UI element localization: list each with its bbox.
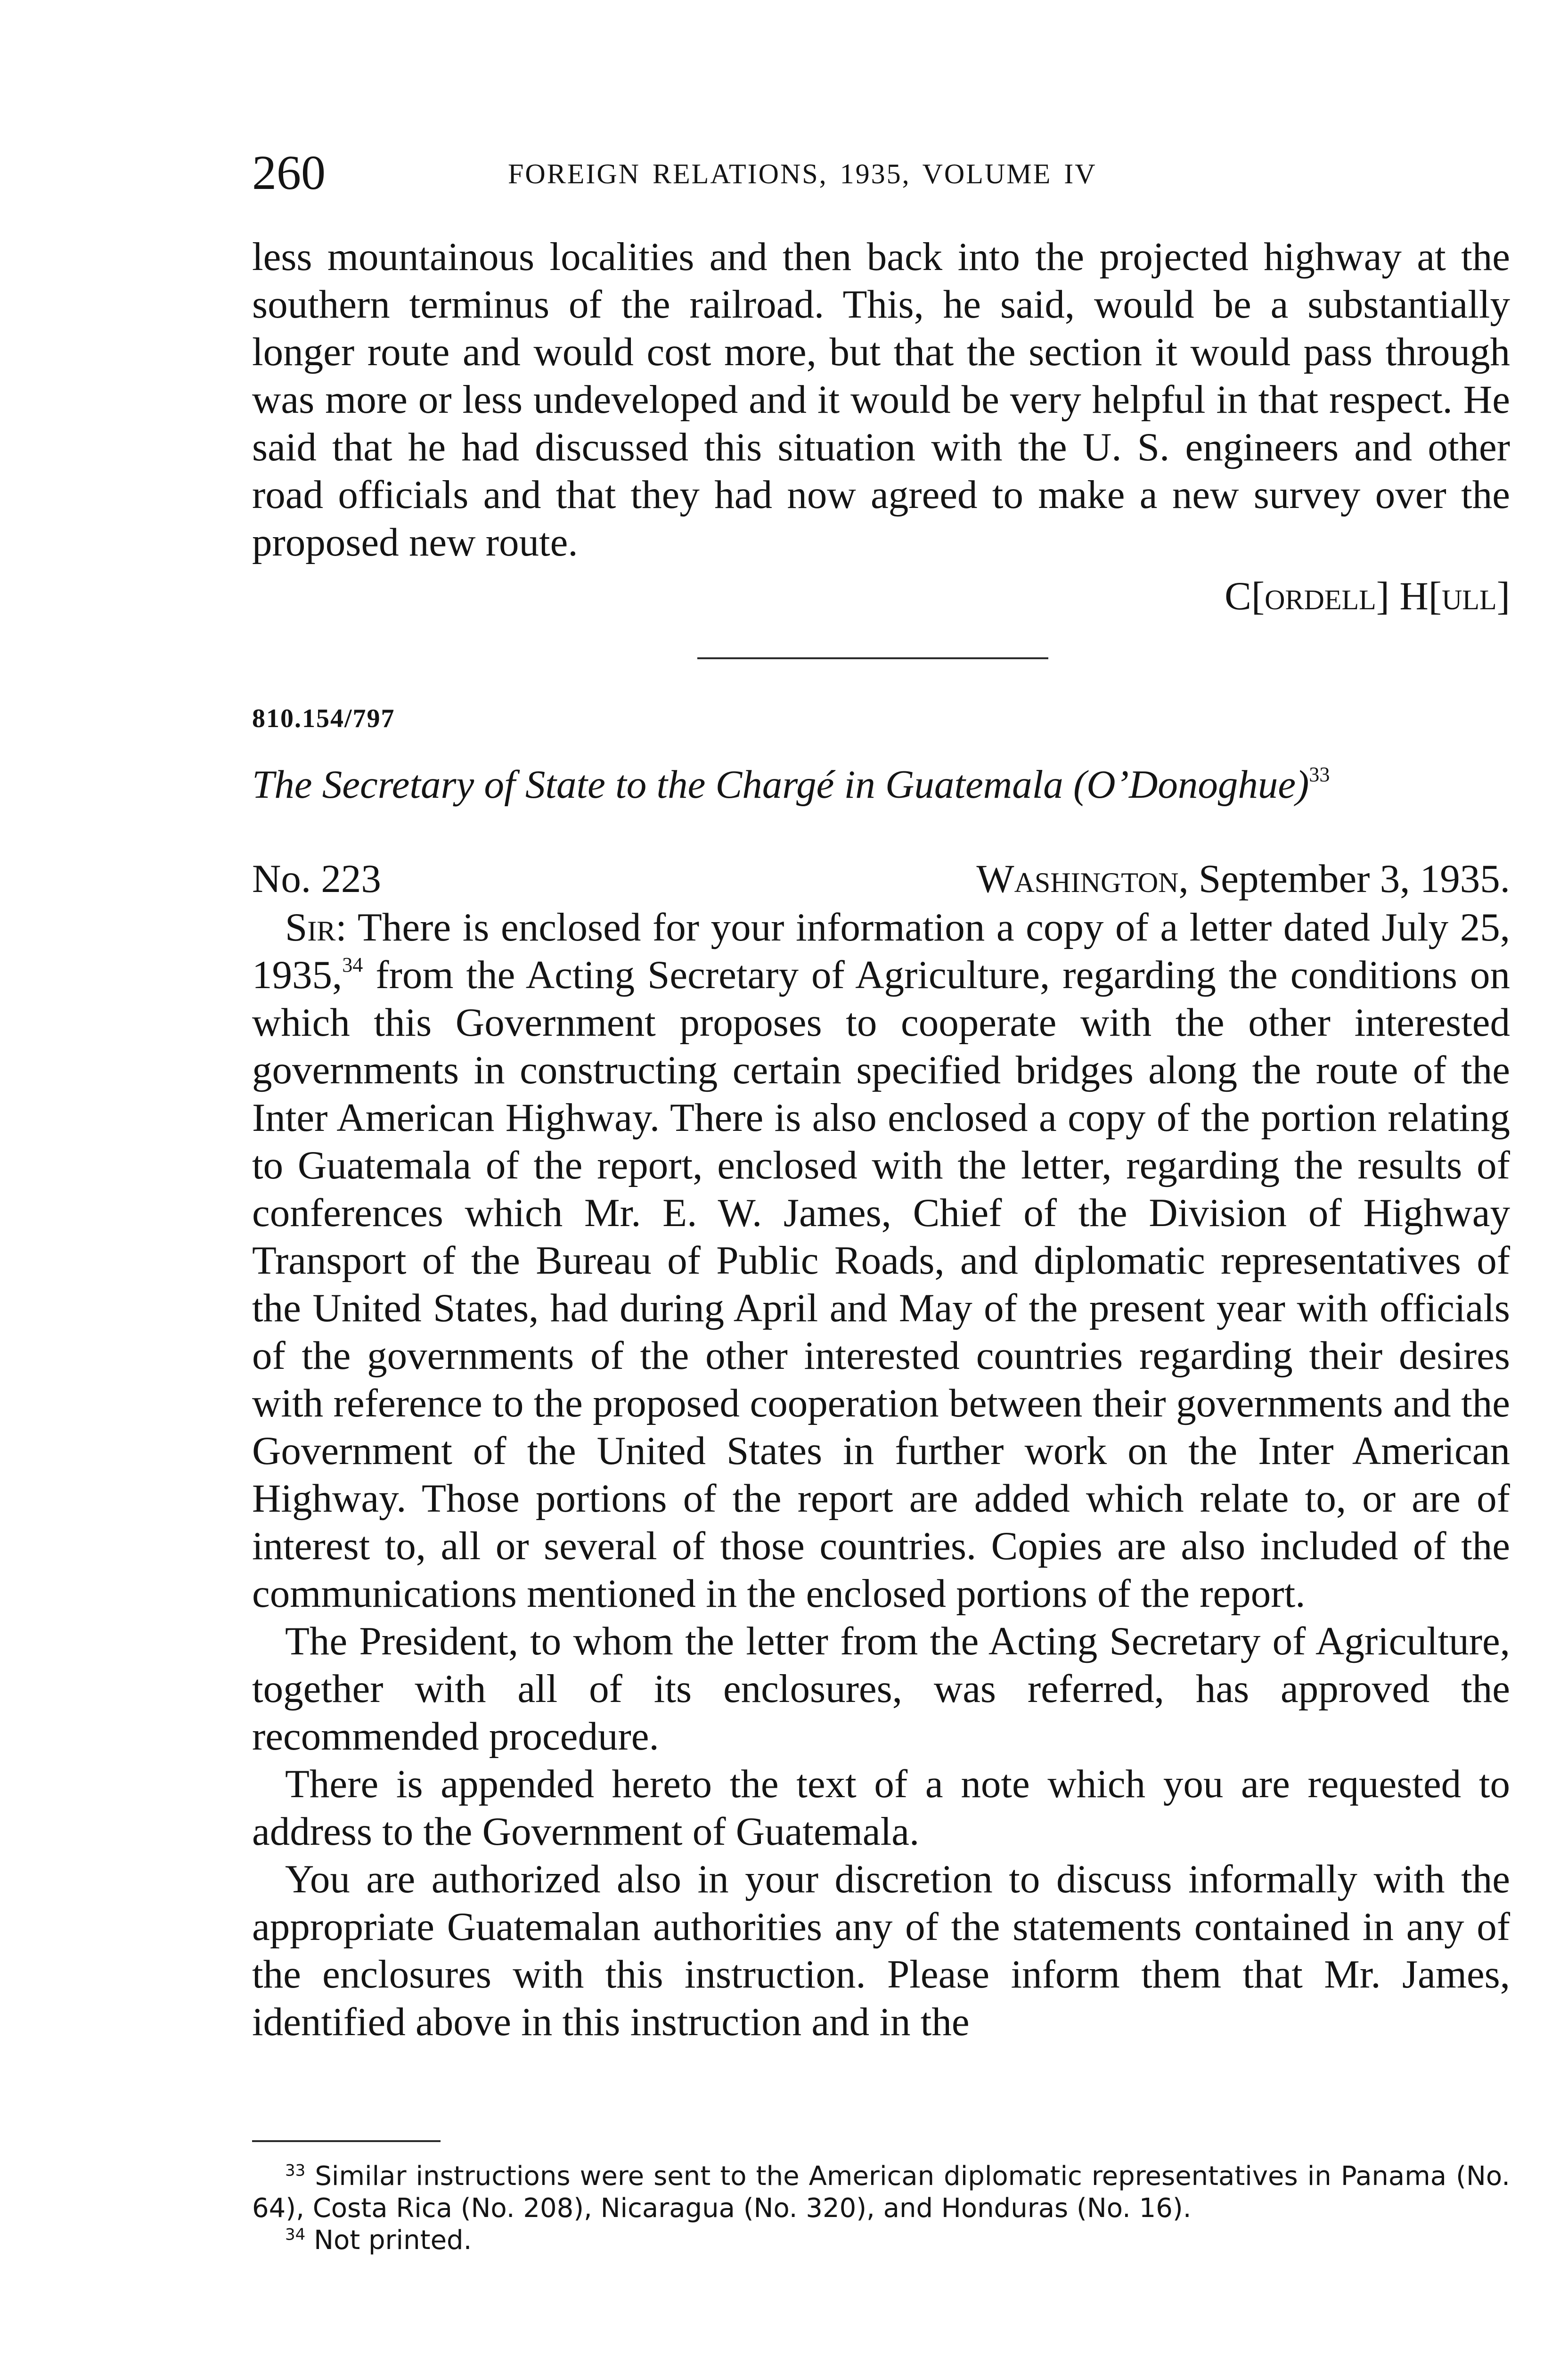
section-divider [697,657,1048,659]
salutation: Sir [285,905,336,949]
signature: C[ordell] H[ull] [1225,574,1510,618]
document-number: No. 223 [252,857,381,901]
dateline-place: Washington, [976,857,1189,901]
body-paragraph-3: There is appended hereto the text of a note which you are requested to address to the Government of Guatemala. [252,1762,1510,1854]
footnote-divider [252,2140,441,2142]
dateline-date: September 3, 1935. [1199,857,1510,901]
document-number-line [252,855,1510,903]
footnote-33: $^{33}$ Similar instructions were sent to the American diplomatic representatives in Panama (No. 64), Costa Rica (No. 208), Nicaragua (No. 320), and Honduras (No. 16). [252,2161,1510,2224]
continuation-block [252,233,1510,566]
body-paragraph-4: You are authorized also in your discretion to discuss informally with the appropriate Guatemalan authorities any of the statements contained in any of the enclosures with this instruction. Please inform them that Mr. James, identified above in this instruction and in the [252,1857,1510,2044]
body-paragraph-2: The President, to whom the letter from the Acting Secretary of Agriculture, together with all of its enclosures, was referred, has approved the recommended procedure. [252,1619,1510,1759]
page-number: 260 [252,146,326,200]
page-header [252,147,1510,199]
footnote-34: $^{34}$ Not printed. [285,2225,472,2256]
running-head: FOREIGN RELATIONS, 1935, VOLUME IV [508,158,1097,189]
footnote-ref-34: 34 [342,953,363,976]
file-number: 810.154/797 [252,704,395,733]
continuation-paragraph: less mountainous localities and then back into the projected highway at the southern terminus of the railroad. This, he said, would be a substantially longer route and would cost more, but that the section it would pass through was more or less undeveloped and it would be very helpful in that respect. He said that he had discussed this situation with the U. S. engineers and other road officials and that they had now agreed to make a new survey over the proposed new route. [252,235,1510,564]
document-title: The Secretary of State to the Chargé in Guatemala (O’Donoghue)$^{33}$ [252,762,1330,807]
dateline [976,855,1510,903]
body-paragraph-1: Sir: There is enclosed for your information a copy of a letter dated July 25, 1935,34 from the Acting Secretary of Agriculture, regarding the conditions on which this Government proposes to cooperate with the other interested governments in constructing certain specified bridges along the route of the Inter American Highway. There is also enclosed a copy of the portion relating to Guatemala of the report, enclosed with the letter, regarding the results of conferences which Mr. E. W. James, Chief of the Division of Highway Transport of the Bureau of Public Roads, and diplomatic representatives of the United States, had during April and May of the present year with officials of the governments of the other interested countries regarding their desires with reference to the proposed cooperation between their governments and the Government of the United States in further work on the Inter American Highway. Those portions of the report are added which relate to, or are of interest to, all or several of those countries. Copies are also included of the communications mentioned in the enclosed portions of the report. [252,905,1510,1616]
footnote-ref-33: 33 [1309,762,1330,786]
letter-body [252,904,1510,2046]
footnotes [252,2160,1510,2257]
